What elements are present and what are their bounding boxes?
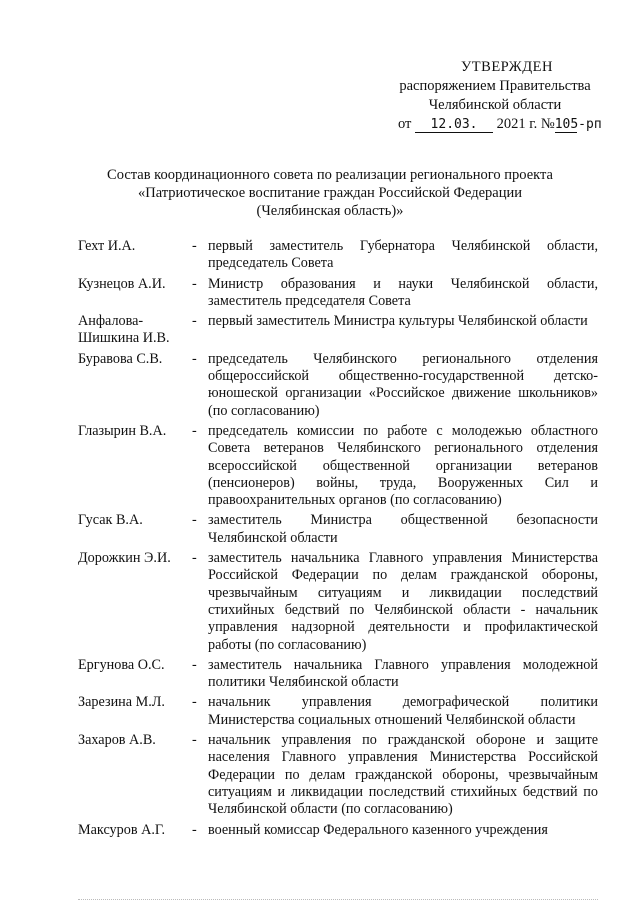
member-dash: - [192,422,197,439]
approval-block [380,58,610,134]
member-row [78,694,598,729]
date-value: 12.03. [415,117,493,133]
member-dash: - [192,512,197,529]
page-bottom-divider [78,899,598,900]
member-position: заместитель Министра общественной безопасности Челябинской области [208,512,598,546]
document-title [60,166,600,220]
approval-line-2: Челябинской области [428,97,562,113]
member-row [78,238,598,273]
member-dash: - [192,656,197,673]
title-line-3: (Челябинская область)» [256,203,404,219]
member-position: начальник управления демографической политики Министерства социальных отношений Челябинской области [208,694,598,728]
year-text: 2021 г. № [496,116,555,132]
member-position: заместитель начальника Главного управления молодежной политики Челябинской области [208,656,598,691]
member-dash: - [192,821,197,838]
member-name: Гусак В.А. [78,512,143,529]
member-dash: - [192,550,197,567]
member-row [78,822,598,839]
member-dash: - [192,694,197,711]
member-row [78,351,598,420]
member-dash: - [192,275,197,292]
member-name: Захаров А.В. [78,732,156,749]
approval-date-line [380,115,610,134]
member-name: Кузнецов А.И. [78,275,166,292]
member-name: Анфалова-Шишкина И.В. [78,313,170,347]
member-name: Буравова С.В. [78,350,163,367]
member-name: Гехт И.А. [78,238,136,254]
approval-line-1: распоряжением Правительства [399,78,591,94]
date-prefix: от [398,116,412,132]
member-position: заместитель начальника Главного управления Министерства Российской Федерации по делам гражданской обороны, чрезвычайным ситуациям и ликвидации последствий стихийных бедствий по Челябинской области - начальник управления надзорной деятельности и профилактической работы (по согласованию) [208,550,598,653]
member-name: Дорожкин Э.И. [78,550,171,567]
member-position: начальник управления по гражданской обороне и защите населения Главного управления Министерства Российской Федерации по делам гражданской обороны, чрезвычайным ситуациям и ликвидации последствий стихийных бедствий по Челябинской области (по согласованию) [208,732,598,818]
member-name: Глазырин В.А. [78,422,167,439]
member-name: Ергунова О.С. [78,656,165,673]
member-row [78,512,598,547]
member-position: председатель комиссии по работе с молодежью областного Совета ветеранов Челябинского регионального отделения всероссийской общественной организации ветеранов (пенсионеров) войны, труда, Вооруженных Сил и правоохранительных органов (по согласованию) [208,422,598,509]
member-position: первый заместитель Губернатора Челябинской области, председатель Совета [208,238,598,272]
approval-heading: УТВЕРЖДЕН [461,59,553,75]
member-name: Максуров А.Г. [78,821,166,838]
member-position: первый заместитель Министра культуры Челябинской области [208,313,588,330]
order-number: 105-рп [554,117,602,132]
member-row [78,732,598,818]
member-position: Министр образования и науки Челябинской области, заместитель председателя Совета [208,275,598,309]
member-row [78,423,598,509]
members-list [78,238,598,842]
member-position: военный комиссар Федерального казенного учреждения [208,821,548,838]
member-position: председатель Челябинского регионального отделения общероссийской общественно-государственной детско-юношеской организации «Российское движение школьников» (по согласованию) [208,350,598,419]
member-row [78,657,598,692]
member-dash: - [192,350,197,367]
member-row [78,550,598,654]
title-line-1: Состав координационного совета по реализации регионального проекта [107,167,553,183]
member-dash: - [192,732,197,749]
member-name: Зарезина М.Л. [78,694,165,711]
member-row [78,313,598,348]
title-line-2: «Патриотическое воспитание граждан Российской Федерации [137,185,523,201]
member-dash: - [192,313,197,330]
member-row [78,276,598,311]
member-dash: - [192,238,197,254]
